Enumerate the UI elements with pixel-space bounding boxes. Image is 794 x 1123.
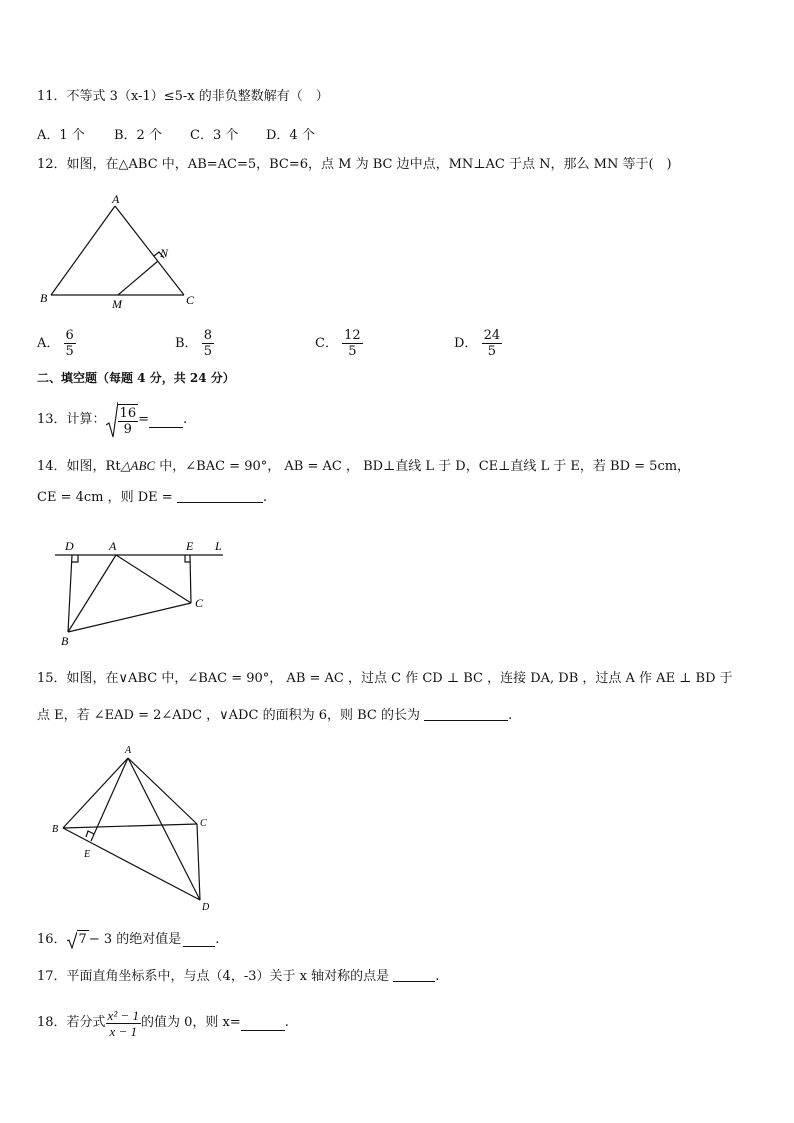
answer-blank[interactable] <box>183 932 215 947</box>
q12-option-b <box>175 328 214 359</box>
fraction-numerator: 16 <box>119 405 137 421</box>
question-15-line-2: 点 E，若 ∠EAD = 2∠ADC ，∨ADC 的面积为 6，则 BC 的长为 . <box>37 708 513 723</box>
option-letter: D． <box>454 336 478 351</box>
q12-option-a <box>37 328 76 359</box>
answer-blank[interactable] <box>177 488 263 503</box>
question-16: 16． 7 − 3 的绝对值是 . <box>37 931 220 947</box>
option-letter: B． <box>175 336 198 351</box>
q18-prefix: 18．若分式 <box>37 1015 106 1030</box>
q14-label-a: A <box>109 539 117 553</box>
answer-blank[interactable] <box>241 1016 285 1031</box>
question-15-line-1: 15．如图，在∨ABC 中，∠BAC = 90°， AB = AC ，过点 C 作 CD ⊥ BC ，连接 DA, DB ，过点 A 作 AE ⊥ BD 于 <box>37 671 733 686</box>
q12-label-n: N <box>160 246 169 260</box>
q12-triangle-figure <box>36 190 206 315</box>
q11-option-b: B．2 个 <box>114 128 162 143</box>
radical-icon <box>67 931 77 949</box>
q12-option-c <box>315 328 363 359</box>
q12-label-b: B <box>40 291 48 305</box>
q12-label-m: M <box>112 297 122 311</box>
q14-label-d: D <box>65 539 74 553</box>
radical-icon <box>106 401 118 439</box>
question-18: 18．若分式 $\frac{\text{x² − 1}}{x - 1}$ 的值为 0，则 x= . <box>37 1007 289 1039</box>
q14-triangle: △ABC <box>120 458 156 473</box>
option-letter: C． <box>315 336 338 351</box>
question-17: 17．平面直角坐标系中，与点（4，-3）关于 x 轴对称的点是 . <box>37 969 440 984</box>
q12-option-d <box>454 328 502 359</box>
q15-figure <box>48 740 218 915</box>
q11-option-c: C．3 个 <box>190 128 239 143</box>
q12-label-a: A <box>112 192 120 206</box>
sqrt-expression <box>106 401 139 439</box>
q14-label-l: L <box>215 539 222 553</box>
sqrt-expression <box>67 930 89 949</box>
q11-option-a: A．1 个 <box>37 128 85 143</box>
question-14-line-1 <box>37 457 690 476</box>
section-heading: 二、填空题（每题 4 分，共 24 分） <box>37 371 235 385</box>
answer-blank[interactable] <box>424 706 508 721</box>
q14-label-b: B <box>61 634 69 648</box>
q11-option-d: D．4 个 <box>266 128 315 143</box>
fraction-denominator: 5 <box>348 344 357 359</box>
q12-label-c: C <box>186 293 195 307</box>
q14-label-e: E <box>186 539 194 553</box>
fraction-numerator: 24 <box>483 328 501 343</box>
question-13: 13．计算： $\frac{16}{9}$ = . <box>37 400 187 440</box>
fraction-numerator: 6 <box>65 328 74 343</box>
option-letter: A． <box>37 336 60 351</box>
q15-label-b: B <box>52 824 59 835</box>
question-14-line-2: CE = 4cm ，则 DE = . <box>37 490 267 505</box>
q14-prefix: 14．如图，Rt <box>37 459 121 474</box>
fraction-numerator: 8 <box>203 328 212 343</box>
answer-blank[interactable] <box>149 413 183 428</box>
fraction-numerator: x² − 1 <box>107 1007 139 1023</box>
fraction-denominator: x − 1 <box>109 1023 138 1039</box>
q14-label-c: C <box>195 596 204 610</box>
q17-text: 17．平面直角坐标系中，与点（4，-3）关于 x 轴对称的点是 <box>37 969 390 984</box>
fraction-denominator: 5 <box>487 344 496 359</box>
fraction-denominator: 5 <box>203 344 212 359</box>
q16-rest: − 3 的绝对值是 <box>88 931 182 947</box>
q15-label-e: E <box>84 849 91 860</box>
q15-line-2-text: 点 E，若 ∠EAD = 2∠ADC ，∨ADC 的面积为 6，则 BC 的长为 <box>37 708 420 723</box>
fraction-denominator: 5 <box>65 344 74 359</box>
q13-prefix: 13．计算： <box>37 412 106 427</box>
q14-line-2-text: CE = 4cm ，则 DE = <box>37 490 173 505</box>
q14-rest: 中，∠BAC = 90°， AB = AC ， BD⊥直线 L 于 D，CE⊥直线 L 于 E，若 BD = 5cm， <box>155 459 691 474</box>
radicand: 7 <box>78 932 87 947</box>
question-12: 12．如图，在△ABC 中，AB=AC=5，BC=6，点 M 为 BC 边中点，MN⊥AC 于点 N，那么 MN 等于( ) <box>37 157 672 172</box>
q15-label-c: C <box>200 818 207 829</box>
fraction-numerator: 12 <box>344 328 361 343</box>
q15-label-a: A <box>125 745 132 756</box>
question-11: 11．不等式 3（x-1）≤5-x 的非负整数解有（ ） <box>37 89 329 104</box>
answer-blank[interactable] <box>393 967 435 982</box>
fraction-denominator: 9 <box>123 421 132 437</box>
q15-label-d: D <box>202 902 210 913</box>
q16-prefix: 16． <box>37 931 67 947</box>
q14-figure <box>55 535 230 650</box>
equals-sign: = <box>138 412 149 427</box>
q18-rest: 的值为 0，则 x= <box>141 1015 241 1030</box>
